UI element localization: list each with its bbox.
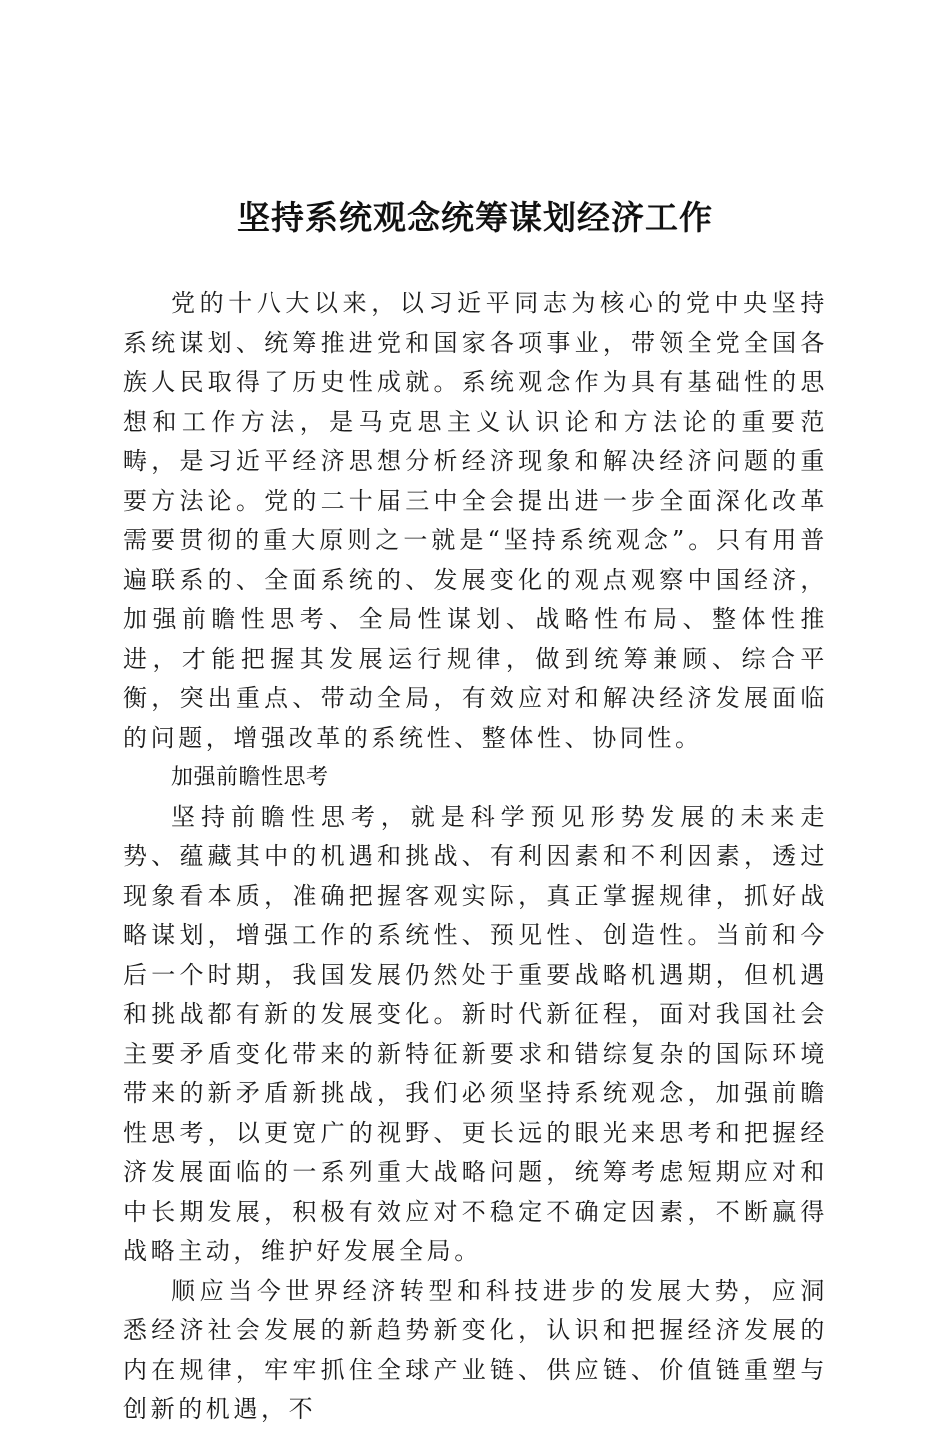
document-title: 坚持系统观念统筹谋划经济工作	[237, 198, 713, 237]
paragraph-global-trends: 顺应当今世界经济转型和科技进步的发展大势，应洞悉经济社会发展的新趋势新变化，认识和把握经济发展的内在规律，牢牢抓住全球产业链、供应链、价值链重塑与创新的机遇，不	[123, 1276, 828, 1423]
paragraph-intro: 党的十八大以来，以习近平同志为核心的党中央坚持系统谋划、统筹推进党和国家各项事业，带领全党全国各族人民取得了历史性成就。系统观念作为具有基础性的思想和工作方法，是马克思主义认识论和方法论的重要范畴，是习近平经济思想分析经济现象和解决经济问题的重要方法论。党的二十届三中全会提出进一步全面深化改革需要贯彻的重大原则之一就是“坚持系统观念”。只有用普遍联系的、全面系统的、发展变化的观点观察中国经济，加强前瞻性思考、全局性谋划、战略性布局、整体性推进，才能把握其发展运行规律，做到统筹兼顾、综合平衡，突出重点、带动全局，有效应对和解决经济发展面临的问题，增强改革的系统性、整体性、协同性。	[123, 289, 828, 752]
paragraph-forward-thinking: 坚持前瞻性思考，就是科学预见形势发展的未来走势、蕴藏其中的机遇和挑战、有利因素和不利因素，透过现象看本质，准确把握客观实际，真正掌握规律，抓好战略谋划，增强工作的系统性、预见性、创造性。当前和今后一个时期，我国发展仍然处于重要战略机遇期，但机遇和挑战都有新的发展变化。新时代新征程，面对我国社会主要矛盾变化带来的新特征新要求和错综复杂的国际环境带来的新矛盾新挑战，我们必须坚持系统观念，加强前瞻性思考，以更宽广的视野、更长远的眼光来思考和把握经济发展面临的一系列重大战略问题，统筹考虑短期应对和中长期发展，积极有效应对不稳定不确定因素，不断赢得战略主动，维护好发展全局。	[123, 802, 828, 1265]
document-body	[123, 284, 828, 1430]
section-heading-forward-thinking: 加强前瞻性思考	[171, 765, 329, 790]
